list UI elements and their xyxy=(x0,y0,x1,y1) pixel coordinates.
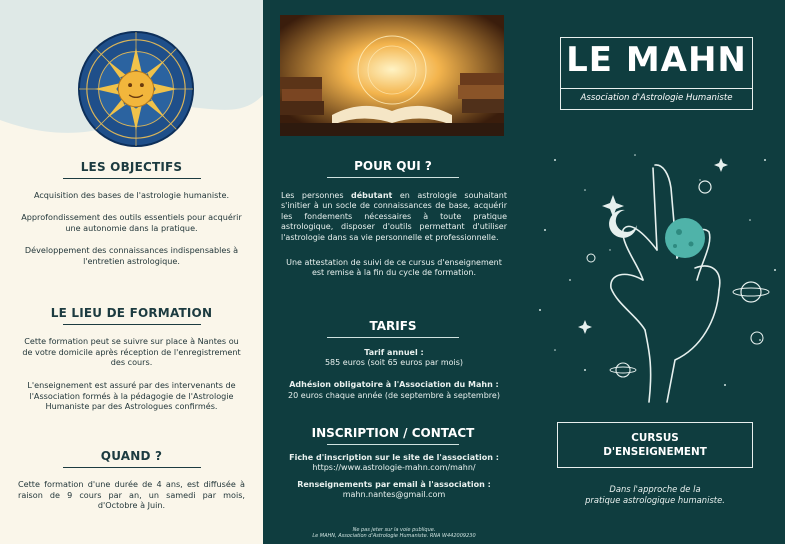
left-panel xyxy=(0,0,263,544)
tarif-annuel-label: Tarif annuel : xyxy=(364,348,424,357)
pourqui-paragraph-2: Une attestation de suivi de ce cursus d'enseignement est remise à la fin du cycle de formation. xyxy=(286,258,502,278)
pourqui-text-start: Les personnes xyxy=(281,191,352,200)
objectifs-heading: LES OBJECTIFS xyxy=(0,160,263,179)
logo-title: LE MAHN xyxy=(566,40,747,80)
pourqui-paragraph-1 xyxy=(281,191,507,243)
zodiac-wheel-icon xyxy=(77,30,195,148)
logo xyxy=(560,37,753,110)
lieu-heading: LE LIEU DE FORMATION xyxy=(0,306,263,325)
tagline xyxy=(557,484,753,506)
quand-paragraph: Cette formation d'une durée de 4 ans, est diffusée à raison de 9 cours par an, un samedi par mois, d'Octobre à Juin. xyxy=(18,479,245,511)
pourqui-text-bold: débutant xyxy=(351,191,393,200)
cursus-box xyxy=(557,422,753,468)
inscription-heading: INSCRIPTION / CONTACT xyxy=(265,426,521,445)
tagline-line-2: pratique astrologique humaniste. xyxy=(585,495,725,505)
tagline-line-1: Dans l'approche de la xyxy=(609,484,701,494)
lieu-paragraph-2: L'enseignement est assuré par des intervenants de l'Association formés à la pédagogie de l'Astrologie Humaniste par des Astrologues confirmés. xyxy=(27,380,236,412)
tarifs-heading: TARIFS xyxy=(265,319,521,338)
footnote xyxy=(283,527,505,540)
open-book-photo xyxy=(280,15,504,136)
adhesion-value: 20 euros chaque année (de septembre à septembre) xyxy=(288,391,500,400)
cosmic-hand-illustration xyxy=(525,140,785,410)
tarif-annuel-value: 585 euros (soit 65 euros par mois) xyxy=(324,358,464,367)
objectifs-paragraph-1: Acquisition des bases de l'astrologie humaniste. xyxy=(33,190,230,200)
cursus-line-1: CURSUS xyxy=(631,432,679,444)
fiche-url-link[interactable]: https://www.astrologie-mahn.com/mahn/ xyxy=(312,463,476,472)
objectifs-paragraph-2: Approfondissement des outils essentiels pour acquérir une autonomie dans la pratique. xyxy=(21,212,242,233)
footnote-line-2: Le MAHN, Association d'Astrologie Humaniste. RNA W442009230 xyxy=(312,533,476,540)
cursus-line-2: D'ENSEIGNEMENT xyxy=(603,446,707,458)
lieu-paragraph-1: Cette formation peut se suivre sur place à Nantes ou de votre domicile après réception de l'enregistrement des cours. xyxy=(22,336,241,368)
adhesion-label: Adhésion obligatoire à l'Association du Mahn : xyxy=(289,380,499,389)
dark-panel xyxy=(263,0,785,544)
email-label: Renseignements par email à l'association : xyxy=(297,480,491,489)
quand-heading: QUAND ? xyxy=(0,449,263,468)
pourqui-heading: POUR QUI ? xyxy=(265,159,521,178)
logo-subtitle: Association d'Astrologie Humaniste xyxy=(561,88,752,103)
fiche-label: Fiche d'inscription sur le site de l'association : xyxy=(289,453,499,462)
footnote-line-1: Ne pas jeter sur la voie publique. xyxy=(352,527,436,533)
objectifs-paragraph-3: Développement des connaissances indispensables à l'entretien astrologique. xyxy=(24,245,239,266)
pourqui-text-end: en astrologie souhaitant s'initier à un socle de connaissances de base, acquérir les fondements nécessaires à toute pratique astrologique, disposer d'outils permettant d'utiliser l'astrologie dans sa vie personnelle et professionnelle. xyxy=(281,191,507,242)
email-link[interactable]: mahn.nantes@gmail.com xyxy=(342,490,446,499)
